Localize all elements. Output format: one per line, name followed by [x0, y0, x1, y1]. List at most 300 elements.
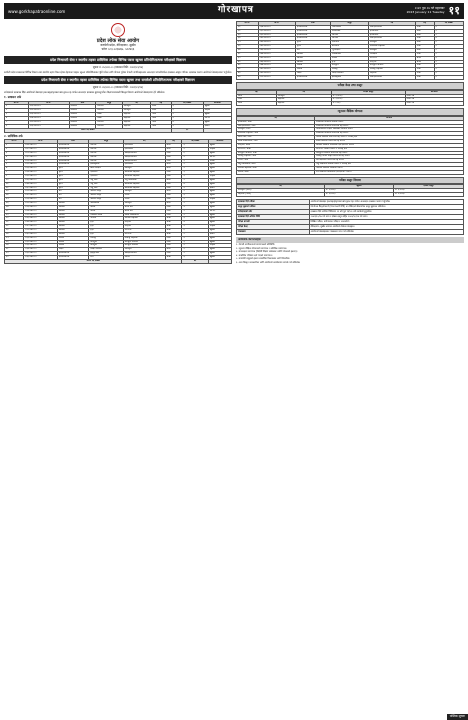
table-cell: ३२: [237, 29, 259, 33]
table1-title: १. प्रशासन तर्फ: [4, 94, 22, 99]
table-cell: खुल्ला: [208, 167, 231, 171]
column-header: कैफियत: [203, 101, 231, 105]
table-cell: पाँचौं: [165, 182, 182, 186]
table-cell: २२५-०७९-८०: [24, 213, 58, 217]
table-cell: २४९-०७९-८०: [258, 72, 295, 76]
table-cell: २०८-०७९-८०: [24, 147, 58, 151]
table-cell: शिक्षा: [295, 72, 330, 76]
table-cell: वन: [57, 198, 88, 202]
table-cell: हे.ई.: [89, 221, 123, 225]
table-cell: २०: [5, 217, 24, 221]
list-item: ३. समकक्षता प्रमाणपत्र (विदेशी शिक्षण संस्थाबाट उत्तीर्ण गरेकाको हकमा)।: [236, 250, 298, 254]
table-cell: खुल्ला: [208, 205, 231, 209]
table-cell: पाँचौं: [415, 68, 434, 72]
table-cell: २०७-०७९-८०: [24, 144, 58, 148]
table-cell: सातौं: [165, 190, 182, 194]
table-cell: फार्मेसी: [89, 217, 123, 221]
table-cell: ३०: [5, 256, 24, 260]
table-cell: इलेक्ट्रिकल: [331, 76, 369, 80]
column-header: तह: [415, 22, 434, 26]
table-cell: महिला: [208, 198, 231, 202]
total-row: [5, 259, 232, 263]
table-cell: ल्याब विषयमा प्रमाणपत्र तह उत्तीर्ण: [315, 139, 464, 143]
table-cell: रु. १,५००/-: [331, 94, 405, 98]
table-cell: इलेक्ट्रिकल: [89, 163, 123, 167]
date-nepali: २०७९ पुस २७ गते मङ्गलबार: [414, 6, 445, 11]
total-spacer: [203, 128, 231, 132]
table-cell: २: [434, 60, 463, 64]
table-cell: २४: [5, 232, 24, 236]
table-cell: २२९-०७९-८०: [24, 229, 58, 233]
column-header: पद संख्या: [182, 140, 208, 144]
table-cell: खुल्ला: [208, 248, 231, 252]
table-cell: ६: [5, 124, 29, 128]
table-cell: आ.ज.: [208, 209, 231, 213]
table-cell: इन्जिनियरिङ: [57, 144, 88, 148]
table-cell: २०४-०७९-८०: [28, 117, 69, 121]
table-cell: ४: [5, 117, 29, 121]
table-cell: २४८-०७९-८०: [258, 68, 295, 72]
table-cell: सातौं: [165, 202, 182, 206]
table-cell: २: [182, 202, 208, 206]
table-cell: पाँचौं: [165, 198, 182, 202]
table-cell: पाँचौं: [165, 194, 182, 198]
notice-banner-1: प्रदेश निजामती सेवा र स्थानीय तहका प्राविधिक तर्फका विभिन्न पदमा खुल्ला प्रतियोगितात्मक परीक्षाको विज्ञापन: [4, 56, 232, 65]
table-cell: १: [182, 248, 208, 252]
table-cell: खुल्ला: [208, 163, 231, 167]
table-cell: कम्प्युटर अपरेटर: [369, 64, 416, 68]
table-cell: २३४-०७९-८०: [24, 248, 58, 252]
table-cell: अ.हे.ब.: [123, 221, 165, 225]
table-cell: २१४-०७९-८०: [24, 171, 58, 175]
table-cell: इन्जिनियरिङ: [57, 163, 88, 167]
table-cell: २२८-०७९-८०: [24, 225, 58, 229]
table-cell: पाँचौं: [165, 155, 182, 159]
table-cell: २: [182, 209, 208, 213]
detail-key: परीक्षा केन्द्र: [237, 225, 310, 230]
table-cell: अधिकृत: [122, 109, 150, 113]
table-cell: पाँचौं: [165, 244, 182, 248]
table-cell: इन्जिनियरिङ: [295, 76, 330, 80]
table-cell: प्रशासन: [69, 109, 96, 113]
table-cell: १२: [5, 186, 24, 190]
table-cell: २०२-०७९-८०: [28, 109, 69, 113]
table-cell: २३६-०७९-८०: [24, 256, 58, 260]
masthead: [4, 3, 464, 19]
table-cell: सब-इन्जिनियर, पाँचौं: [237, 124, 315, 128]
table-cell: २: [182, 178, 208, 182]
table-cell: इन्जिनियरिङ: [295, 25, 330, 29]
table-cell: अधिकृत: [369, 49, 416, 53]
table-cell: २०५-०७९-८०: [28, 120, 69, 124]
table-cell: जनरल फरेष्ट्री: [89, 194, 123, 198]
table-cell: खुल्ला: [208, 182, 231, 186]
qualification-title: न्यूनतम शैक्षिक योग्यता: [236, 108, 464, 116]
table-cell: २: [5, 147, 24, 151]
table-cell: प्रथम पत्र: [405, 102, 463, 106]
table-cell: ३: [5, 113, 29, 117]
notice-paragraph-2: उम्मेदवारले दरखास्त दिँदा आयोगको वेबसाइट pscapply.karnali.gov.np मार्फत अनलाइन दरखास्त बुझाउनुपर्नेछ। विज्ञापनसम्बन्धी विस्तृत विवरण आयोगको वेबसाइटमा हेर्न सकिनेछ।: [4, 90, 165, 94]
table-cell: खुल्ला: [208, 221, 231, 225]
exam-section-title: परीक्षा केन्द्र तथा दस्तुर: [236, 82, 464, 90]
table-cell: ४३: [237, 72, 259, 76]
table-cell: पाँचौं: [165, 174, 182, 178]
table-cell: स्वास्थ्य: [57, 213, 88, 217]
notice-ref-2: सूचना नं. ४६/०७९-८० (प्रकाशन मिति: २०७९/०९/२७): [92, 86, 144, 90]
table-cell: ४२: [237, 68, 259, 72]
table-cell: रु. १,०००/-: [324, 193, 393, 197]
table-cell: अ.न.मी., चौथो: [237, 147, 315, 151]
table-cell: २१३-०७९-८०: [24, 167, 58, 171]
org-name: प्रदेश लोक सेवा आयोग: [96, 38, 140, 44]
table-cell: जनस्वास्थ्य: [331, 52, 369, 56]
table-cell: हाइड्रोपावर: [89, 252, 123, 256]
column-header: पद: [123, 140, 165, 144]
table-cell: २: [171, 113, 203, 117]
table-cell: १: [182, 225, 208, 229]
table-cell: रु. ३,०००/-: [394, 189, 464, 193]
table-cell: तथ्याङ्क: [331, 68, 369, 72]
table-cell: २: [182, 167, 208, 171]
table-cell: इन्जिनियरिङ: [57, 252, 88, 256]
table-cell: मधेशी: [208, 159, 231, 163]
table-cell: इन्जिनियरिङ: [57, 159, 88, 163]
table-cell: ४: [182, 182, 208, 186]
table-cell: २१७-०७९-८०: [24, 182, 58, 186]
table-cell: महिला: [208, 225, 231, 229]
table-cell: पाँचौं: [415, 72, 434, 76]
table-cell: कम्प्युटर विषयमा प्रमाणपत्र तह उत्तीर्ण: [315, 151, 464, 155]
table-cell: सब-इन्जिनियर: [123, 155, 165, 159]
table-cell: स्वास्थ्य: [295, 60, 330, 64]
notice-header: [4, 21, 232, 54]
page-number: ११: [448, 4, 460, 18]
table-cell: अधिकृत: [276, 94, 331, 98]
table-cell: २२७-०७९-८०: [24, 221, 58, 225]
table-cell: चौथो: [415, 60, 434, 64]
table-cell: भू-संरक्षण: [331, 49, 369, 53]
table-cell: २: [434, 33, 463, 37]
table-cell: कृषि: [295, 45, 330, 49]
table-cell: सहायक (पाँचौं): [237, 193, 325, 197]
table-cell: १: [434, 25, 463, 29]
table-cell: सब-इन्जिनियर: [123, 151, 165, 155]
table-cell: ४: [171, 120, 203, 124]
table-cell: ३९: [237, 56, 259, 60]
column-header: पद: [276, 90, 331, 94]
table-cell: कृषि: [57, 186, 88, 190]
table-cell: हे.ई.: [89, 229, 123, 233]
table-cell: २२१-०७९-८०: [24, 198, 58, 202]
left-column: [4, 21, 232, 716]
table-cell: लेखा: [96, 113, 122, 117]
table-cell: कृषि: [57, 178, 88, 182]
detail-key: दरखास्त दिने अन्तिम मिति: [237, 215, 310, 220]
table-cell: २: [434, 45, 463, 49]
table-cell: विविध: [57, 244, 88, 248]
table-cell: नर्सिङ: [89, 209, 123, 213]
table-cell: प्रशासन: [69, 117, 96, 121]
table-cell: जनस्वास्थ्य: [89, 202, 123, 206]
table-cell: सर्भे विषयमा प्राविधिक एस.एल.सी. उत्तीर्ण: [315, 170, 464, 174]
table-cell: २४४-०७९-८०: [258, 52, 295, 56]
table-cell: सिभिल: [89, 151, 123, 155]
detail-key: पाठ्यक्रम: [237, 230, 310, 235]
table-cell: २४०-०७९-८०: [258, 37, 295, 41]
table-cell: सामान्य: [96, 120, 122, 124]
column-header: वि.नं.: [24, 140, 58, 144]
table-cell: खुल्ला: [203, 105, 231, 109]
table-cell: ५: [182, 205, 208, 209]
table-cell: हे.ई.: [331, 60, 369, 64]
table-cell: स्वास्थ्य: [57, 225, 88, 229]
table-cell: खुल्ला: [208, 144, 231, 148]
table-cell: ३: [171, 105, 203, 109]
column-header: वि.नं.: [258, 22, 295, 26]
table-cell: १: [434, 72, 463, 76]
table-cell: रेञ्जर: [123, 194, 165, 198]
table-cell: अ.न.मी. तालिम उत्तीर्ण र परिषद् दर्ता: [315, 147, 464, 151]
table-cell: २१: [5, 221, 24, 225]
table-cell: खुल्ला: [208, 213, 231, 217]
documents-title: आवश्यक कागजातहरू: [236, 237, 464, 242]
table-cell: खुल्ला: [208, 252, 231, 256]
table-cell: ८: [5, 171, 24, 175]
table-cell: मेकानिकल: [331, 25, 369, 29]
table-cell: १: [5, 144, 24, 148]
table-row: [237, 102, 464, 106]
table-row: [237, 193, 464, 197]
table-cell: सिभिल: [331, 37, 369, 41]
table-cell: २११-०७९-८०: [24, 159, 58, 163]
table-cell: प्रथम पत्र: [405, 94, 463, 98]
column-header: सि.नं.: [5, 101, 29, 105]
list-item: ६. अन्य विस्तृत जानकारीका लागि आयोगको कार्यालयमा सम्पर्क गर्न सकिनेछ।: [236, 260, 301, 264]
table-cell: प्राविधिक सहायक: [123, 182, 165, 186]
table-cell: १४: [5, 194, 24, 198]
table-cell: अमिन, चौथो: [237, 170, 315, 174]
table-cell: सातौं: [415, 49, 434, 53]
table-cell: ४०: [237, 60, 259, 64]
table-cell: सम्बन्धित विषयमा स्नातक उत्तीर्ण: [315, 120, 464, 124]
table-cell: १३: [5, 190, 24, 194]
date-english: 2023 January 11 Tuesday: [406, 10, 445, 14]
table-cell: दलित: [208, 232, 231, 236]
column-header: तह: [237, 90, 277, 94]
table-cell: खुल्ला: [208, 194, 231, 198]
table-cell: ७: [5, 167, 24, 171]
detail-value: आयोगको वेबसाइटबाट पाठ्यक्रम प्राप्त गर्न सकिनेछ।: [309, 230, 463, 235]
table-cell: प्राविधिक सहायक: [123, 171, 165, 175]
table-cell: तथ्याङ्क सहायक, पाँचौं: [237, 155, 315, 159]
column-header: योग्यता: [315, 116, 464, 120]
table-cell: १: [182, 198, 208, 202]
table-cell: पशु सेवा: [89, 182, 123, 186]
table-cell: १५: [5, 198, 24, 202]
total-label: जम्मा पद संख्या: [5, 259, 182, 263]
table-cell: स्वास्थ्य: [57, 209, 88, 213]
table-cell: इन्जिनियरिङ: [295, 37, 330, 41]
table-cell: चौथो: [165, 217, 182, 221]
column-header: सेवा: [57, 140, 88, 144]
table-cell: पाँचौं: [151, 113, 171, 117]
table-cell: सातौं: [165, 248, 182, 252]
table-cell: २६: [5, 240, 24, 244]
table-cell: खुल्ला: [208, 171, 231, 175]
table-cell: सामान्य: [96, 109, 122, 113]
table-cell: अधिकृत: [123, 248, 165, 252]
table-cell: शिक्षा प्रशासन: [331, 72, 369, 76]
table-cell: २: [434, 52, 463, 56]
org-contact: फोनः ०८३-५२३७६७, ५२२४६६: [101, 47, 135, 51]
table-cell: चौथो: [165, 256, 182, 260]
table-cell: चौथो: [165, 225, 182, 229]
notice-ref-1: सूचना नं. ४५/०७९-८० (प्रकाशन मिति: २०७९/०९/२७): [92, 66, 144, 70]
table-cell: वन: [295, 49, 330, 53]
vacancy-table-continued: [236, 21, 464, 80]
table-cell: नर्सिङ: [331, 56, 369, 60]
table-cell: सम्बन्धित विषयमा प्रमाणपत्र तह उत्तीर्ण: [315, 132, 464, 136]
column-header: पद संख्या: [171, 101, 203, 105]
table-cell: १: [182, 236, 208, 240]
table-cell: ३: [182, 256, 208, 260]
table-cell: २१८-०७९-८०: [24, 186, 58, 190]
table-cell: २४२-०७९-८०: [258, 45, 295, 49]
table-cell: २०१-०७९-८०: [28, 105, 69, 109]
table-cell: सातौं: [165, 147, 182, 151]
table-cell: सब-इन्जिनियर: [369, 37, 416, 41]
table-cell: लेखा: [96, 117, 122, 121]
page-columns: [4, 21, 464, 716]
table-cell: इन्जिनियरिङ: [57, 147, 88, 151]
table-cell: चौथो: [165, 229, 182, 233]
table-cell: सातौं: [165, 144, 182, 148]
table-cell: इन्जिनियर, सातौं: [237, 120, 315, 124]
table-cell: नर्सिङ विषयमा प्रमाणपत्र तह उत्तीर्ण र परिषद् दर्ता: [315, 136, 464, 140]
table-cell: हे.ई.: [89, 232, 123, 236]
table-cell: ३: [182, 144, 208, 148]
table-cell: स्टाफ नर्स: [123, 205, 165, 209]
detail-value: Online Payment (Connect IPS) वा तोकिएको बैंकमार्फत दस्तुर बुझाउन सकिनेछ।: [309, 205, 463, 210]
table-cell: पशु सेवा: [89, 186, 123, 190]
table-cell: २३१-०७९-८०: [24, 236, 58, 240]
table-cell: दलित: [203, 124, 231, 128]
table-cell: सब-इन्जिनियर: [369, 76, 416, 80]
table-cell: अ.न.मी.: [369, 56, 416, 60]
table-cell: इन्जिनियर: [123, 163, 165, 167]
list-item: ४. सम्बन्धित परिषद्मा दर्ता भएको प्रमाणपत्र।: [236, 253, 273, 257]
column-header: तह: [165, 140, 182, 144]
table-cell: विविध: [295, 64, 330, 68]
table-cell: महिला: [208, 147, 231, 151]
table-cell: आर्किटेक्ट: [331, 29, 369, 33]
column-header: पद: [122, 101, 150, 105]
table-cell: पाँचौं: [415, 45, 434, 49]
table-cell: सब-इन्जिनियर: [123, 159, 165, 163]
table-cell: ६: [5, 163, 24, 167]
table-cell: ६: [182, 229, 208, 233]
table-cell: एग्रोनोमी: [331, 41, 369, 45]
table-cell: अधिकृत: [122, 105, 150, 109]
table-cell: २: [182, 213, 208, 217]
fee-table: [236, 184, 464, 197]
column-header: सि.नं.: [5, 140, 24, 144]
table-cell: अ.न.मी.: [123, 229, 165, 233]
table-cell: शिक्षा प्रशासन: [89, 248, 123, 252]
table-cell: ३: [182, 171, 208, 175]
detail-value: वीरेन्द्रनगर, सुर्खेत लगायत आयोगले तोकेका केन्द्रहरू।: [309, 225, 463, 230]
table-cell: ३४: [237, 37, 259, 41]
table-cell: २५: [5, 236, 24, 240]
table-cell: सिभिल: [331, 33, 369, 37]
table-cell: खुल्ला: [208, 217, 231, 221]
table-cell: फार्मेसी विषयमा डिप्लोमा उत्तीर्ण: [315, 167, 464, 171]
table-cell: पाँचौं: [165, 209, 182, 213]
table-cell: २३८-०७९-८०: [258, 29, 295, 33]
table-cell: ११: [5, 182, 24, 186]
table-cell: पाँचौं: [415, 64, 434, 68]
table-cell: मेडिकल ल्याब: [89, 213, 123, 217]
table-cell: ४१: [237, 64, 259, 68]
column-header: समूह: [96, 101, 122, 105]
table-cell: रु. २,०००/-: [394, 193, 464, 197]
table-cell: २०३-०७९-८०: [28, 113, 69, 117]
table-cell: ३५: [237, 41, 259, 45]
table-cell: पशु विज्ञानमा स्नातक उत्तीर्ण र परिषद् दर्ता: [315, 163, 464, 167]
table-cell: प्रशासन: [69, 113, 96, 117]
column-header: खुल्ला: [324, 185, 393, 189]
table-cell: १: [434, 76, 463, 80]
table-cell: ३: [434, 56, 463, 60]
table-cell: पाँचौं: [165, 171, 182, 175]
table-cell: जनरल फरेष्ट्री: [89, 190, 123, 194]
table-cell: खुल्ला: [208, 178, 231, 182]
table-cell: ल्याब टेक्निसियन, पाँचौं: [237, 139, 315, 143]
table-cell: १: [434, 29, 463, 33]
table-cell: रेञ्जर, पाँचौं: [237, 159, 315, 163]
table-cell: चौथो: [165, 221, 182, 225]
table-cell: पाँचौं: [165, 213, 182, 217]
table-cell: स्वास्थ्य: [295, 52, 330, 56]
table-cell: प्राविधिक सहायक, पाँचौं: [237, 132, 315, 136]
table-cell: बागवानी: [331, 45, 369, 49]
right-column: [236, 21, 464, 716]
table-cell: फार्मेसी सहायक: [123, 217, 165, 221]
column-header: पद संख्या: [434, 22, 463, 26]
table-cell: २४१-०७९-८०: [258, 41, 295, 45]
newspaper-title: गोरखापत्र: [218, 5, 254, 16]
table-cell: १: [171, 109, 203, 113]
detail-value: आयोगको वेबसाइट pscapply.karnali.gov.np मार्फत अनलाइन दरखास्त फाराम भर्नुपर्नेछ।: [309, 200, 463, 205]
table-cell: २३२-०७९-८०: [24, 240, 58, 244]
table-row: [237, 170, 464, 174]
table-cell: २९: [5, 252, 24, 256]
table-cell: पाँचौं: [165, 186, 182, 190]
site-url[interactable]: www.gorkhapatraonline.com: [8, 8, 66, 14]
table-cell: अ.हे.ब.: [369, 60, 416, 64]
column-header: समूह: [331, 22, 369, 26]
table-cell: २४५-०७९-८०: [258, 56, 295, 60]
table-cell: पाँचौं: [415, 52, 434, 56]
table-cell: स्टाफ नर्स, पाँचौं: [237, 136, 315, 140]
table-cell: १: [182, 174, 208, 178]
table-cell: २: [182, 252, 208, 256]
table-cell: इन्जिनियर: [123, 144, 165, 148]
table-cell: २७: [5, 244, 24, 248]
org-address: कर्णाली प्रदेश, वीरेन्द्रनगर, सुर्खेत: [100, 43, 136, 48]
table-cell: ६: [182, 151, 208, 155]
detail-value: लिखित परीक्षा, प्रयोगात्मक परीक्षा र अन्तर्वार्ता।: [309, 220, 463, 225]
